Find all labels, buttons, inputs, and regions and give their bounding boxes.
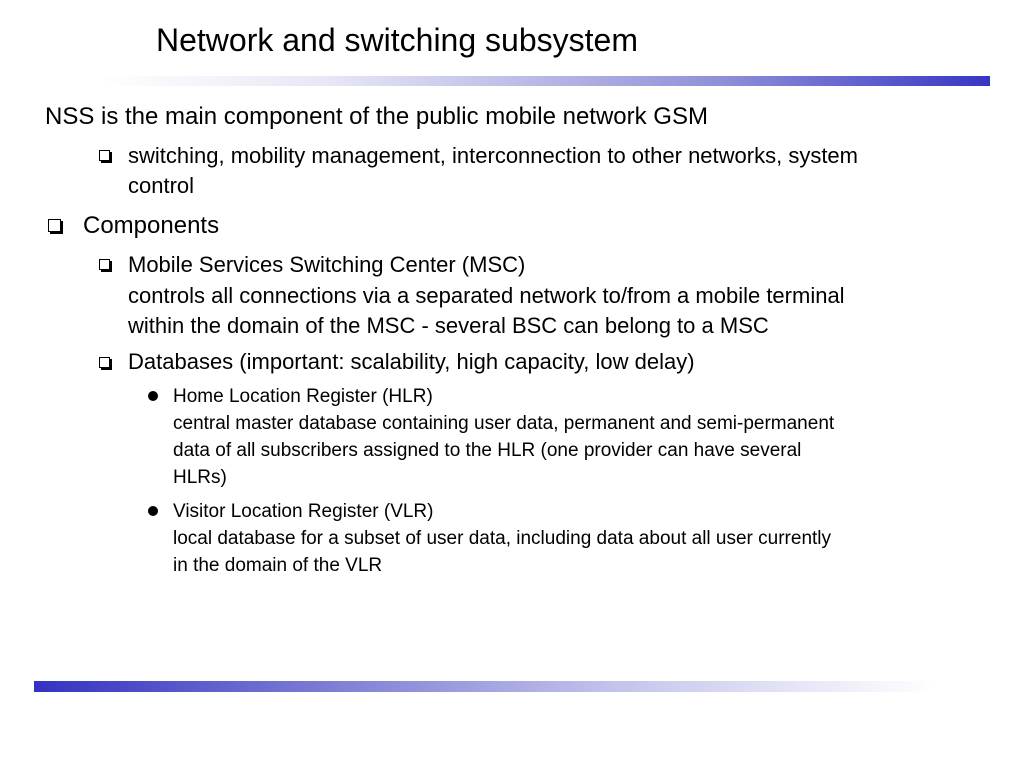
nss-functions-line-2: control [128,173,195,198]
nss-functions-line-1: switching, mobility management, interconnection to other networks, system [128,143,858,168]
title-underline-gradient-bar [100,76,990,86]
square-bullet-icon [99,150,110,161]
hlr-description-line-3: HLRs) [173,467,227,488]
intro-text: NSS is the main component of the public mobile network GSM [45,103,708,130]
vlr-description-line-2: in the domain of the VLR [173,555,383,576]
footer-gradient-bar [34,681,934,692]
slide-title: Network and switching subsystem [156,22,638,58]
circle-bullet-icon [148,391,158,401]
databases-heading: Databases (important: scalability, high capacity, low delay) [128,349,695,374]
square-bullet-icon [99,259,110,270]
msc-description-line-1: controls all connections via a separated network to/from a mobile terminal [128,282,845,308]
square-bullet-icon [48,219,61,232]
hlr-description-line-1: central master database containing user data, permanent and semi-permanent [173,413,835,434]
hlr-title: Home Location Register (HLR) [173,386,433,407]
circle-bullet-icon [148,506,158,516]
msc-description-line-2: within the domain of the MSC - several BSC can belong to a MSC [128,313,769,338]
hlr-description-line-2: data of all subscribers assigned to the HLR (one provider can have several [173,440,802,461]
square-bullet-icon [99,357,110,368]
components-heading: Components [83,212,220,239]
vlr-description-line-1: local database for a subset of user data, including data about all user currently [173,528,832,549]
vlr-title: Visitor Location Register (VLR) [173,501,434,522]
msc-title: Mobile Services Switching Center (MSC) [128,252,526,277]
